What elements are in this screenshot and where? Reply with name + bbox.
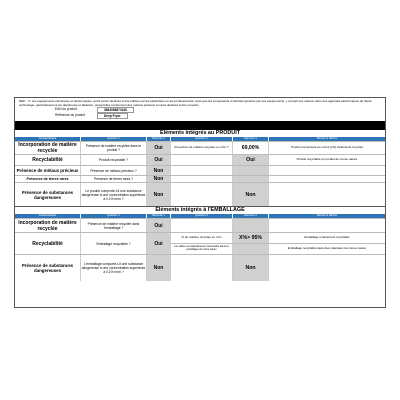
mention bbox=[269, 166, 385, 175]
header-caracteristique: Caractéristique bbox=[15, 214, 81, 218]
question-2 bbox=[171, 183, 233, 206]
answer-1: Oui bbox=[147, 233, 171, 254]
answer-2: Non bbox=[233, 255, 269, 281]
question-1: Produit recyclable ? bbox=[81, 155, 147, 165]
header-reponse-2: Réponse 2 bbox=[233, 137, 269, 141]
header-mention: Mention à afficher bbox=[269, 137, 385, 141]
row-label: Recyclabilité bbox=[15, 233, 81, 254]
table-row bbox=[15, 218, 385, 232]
question-2 bbox=[171, 155, 233, 165]
emballage-header-row bbox=[15, 214, 385, 218]
table-row bbox=[15, 254, 385, 281]
emballage-section-title: Éléments intégrés à l'EMBALLAGE bbox=[15, 206, 385, 214]
question-2 bbox=[171, 166, 233, 175]
table-row bbox=[15, 165, 385, 175]
ean-value: 3663065873410 bbox=[97, 107, 134, 113]
mention: Produit comportant au moins [x%] d'éléments recyclés bbox=[290, 145, 364, 150]
table-row bbox=[15, 232, 385, 254]
answer-1: Oui bbox=[147, 219, 171, 232]
answer-2b bbox=[233, 243, 268, 254]
table-row bbox=[15, 182, 385, 206]
answer-2: Oui bbox=[233, 155, 269, 165]
answer-2a: X%> 95% bbox=[239, 235, 262, 242]
answer-1: Oui bbox=[147, 155, 171, 165]
answer-2: Non bbox=[233, 183, 269, 206]
question-2a: % de matière recyclée en m/m bbox=[181, 235, 222, 240]
row-label: Présence de substances dangereuses bbox=[15, 255, 81, 281]
intro-text: DEP : 'C' ces équipements électriques et électroniques, qu'ils soient destinés à être utilisés par les particuliers ou les professionnels, ainsi que les composants et déchets générés par ces équipements, y compris les métaux rares des appareils électroniques de haute technologie, particulièrement les téléphones et tablettes, puisqu'elles contiennent des métaux précieux et rares destinés à être recyclés bbox=[19, 99, 372, 107]
header-mention: Mention à afficher bbox=[269, 214, 385, 218]
answer-1: Non bbox=[147, 183, 171, 206]
table-row bbox=[15, 141, 385, 154]
mention-a: Emballage entièrement recyclable bbox=[304, 235, 350, 240]
answer-1: Non bbox=[147, 255, 171, 281]
question-2 bbox=[171, 176, 233, 182]
answer-1: Non bbox=[147, 176, 171, 182]
answer-2 bbox=[233, 219, 269, 232]
row-label: Présence de substances dangereuses bbox=[15, 183, 81, 206]
ean-label: EAN du produit bbox=[55, 107, 77, 112]
table-row bbox=[15, 175, 385, 182]
header-question-1: Question 1 bbox=[81, 214, 147, 218]
row-label: Recyclabilité bbox=[15, 155, 81, 165]
question-1: Présence de matière recyclée dans l'emballage ? bbox=[81, 219, 147, 232]
product-sheet bbox=[14, 97, 386, 308]
ref-row bbox=[55, 113, 385, 119]
mention bbox=[269, 176, 385, 182]
produit-section-title: Éléments intégrés au PRODUIT bbox=[160, 130, 240, 137]
question-2-group bbox=[171, 233, 233, 254]
answer-2 bbox=[233, 166, 269, 175]
header-question-2: Question 2 bbox=[171, 137, 233, 141]
header-reponse-2: Réponse 2 bbox=[233, 214, 269, 218]
header-caracteristique: Caractéristique bbox=[15, 137, 81, 141]
header-question-1: Question 1 bbox=[81, 137, 147, 141]
mention: Produit recyclable en produit de même nature bbox=[296, 157, 358, 162]
row-label: Incorporation de matière recyclée bbox=[15, 142, 81, 154]
mention bbox=[269, 255, 385, 281]
mention bbox=[269, 219, 385, 232]
question-1: Présence de métaux précieux ? bbox=[81, 166, 147, 175]
answer-1: Non bbox=[147, 166, 171, 175]
header-reponse-1: Réponse 1 bbox=[147, 137, 171, 141]
question-1: Emballage recyclable ? bbox=[81, 233, 147, 254]
question-1: Le produit comporte-t-il une substance dangereuse à une concentration supérieure à 0,1% m/m ? bbox=[81, 183, 147, 206]
ref-value: Deep Fryer bbox=[97, 113, 128, 119]
question-2 bbox=[171, 219, 233, 232]
mention-b: Emballage recyclable dans des matériaux de même nature bbox=[269, 243, 385, 254]
question-2: Proportion de matière recyclée en m/m ? bbox=[171, 142, 233, 154]
row-label: Incorporation de matière recyclée bbox=[15, 219, 81, 232]
separator-bar bbox=[15, 121, 385, 130]
question-1: L'emballage comporte-t-il une substance dangereuse à une concentration supérieure à 0,1% m/m ? bbox=[81, 255, 147, 281]
question-2b: La matière est majoritairement retrouvable dans les emballages de même nature bbox=[171, 243, 232, 254]
mention-group bbox=[269, 233, 385, 254]
mention bbox=[269, 183, 385, 206]
answer-2-group bbox=[233, 233, 269, 254]
ref-label: Référence du produit bbox=[55, 113, 85, 118]
produit-header-row bbox=[15, 137, 385, 141]
question-2 bbox=[171, 255, 233, 281]
header-question-2: Question 2 bbox=[171, 214, 233, 218]
row-label: Présence de métaux précieux bbox=[15, 166, 81, 175]
row-label: Présence de terres rares bbox=[15, 176, 81, 182]
question-1: Présence de terres rares ? bbox=[81, 176, 147, 182]
question-1: Présence de matière recyclée dans le produit ? bbox=[81, 142, 147, 154]
table-row bbox=[15, 154, 385, 165]
header-reponse-1: Réponse 1 bbox=[147, 214, 171, 218]
answer-1: Oui bbox=[147, 142, 171, 154]
answer-2: 69,00% bbox=[233, 142, 269, 154]
answer-2 bbox=[233, 176, 269, 182]
